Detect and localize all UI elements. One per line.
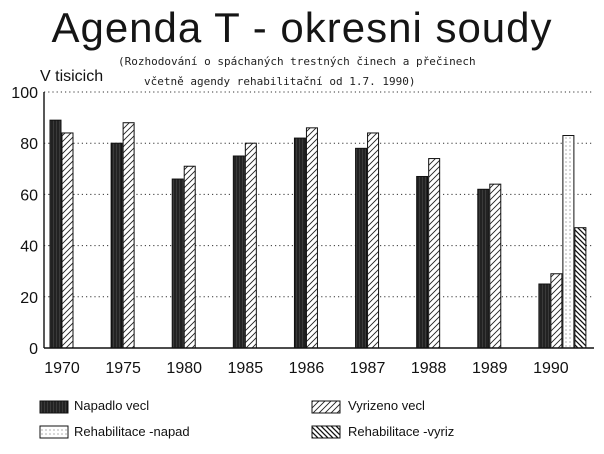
bar-1985-series-2 [245,143,256,348]
bar-1988-series-2 [429,159,440,348]
chart-subtitle-line2: včetně agendy rehabilitační od 1.7. 1990) [144,75,416,88]
y-axis-label: V tisicich [40,68,104,85]
y-tick-label-80: 80 [20,136,38,154]
x-tick-label-1975: 1975 [105,360,141,377]
x-tick-label-1990: 1990 [533,360,569,377]
bar-1975-series-2 [123,123,134,348]
bar-1970-series-2 [62,133,73,348]
bar-1990-series-3 [563,136,574,348]
legend-swatch-4 [312,426,340,438]
legend-swatch-2 [312,401,340,413]
x-tick-label-1970: 1970 [44,360,80,377]
bar-1970-series-1 [50,120,61,348]
bar-1985-series-1 [233,156,244,348]
x-tick-label-1985: 1985 [227,360,264,377]
bar-1975-series-1 [111,143,122,348]
bar-1980-series-1 [172,179,183,348]
legend-swatch-1 [40,401,68,413]
x-tick-label-1986: 1986 [288,360,325,377]
bar-1987-series-2 [368,133,379,348]
x-tick-label-1987: 1987 [349,360,386,377]
bar-1986-series-2 [306,128,317,348]
x-tick-label-1980: 1980 [166,360,203,377]
legend-label-1: Napadlo vecl [74,398,150,413]
y-tick-label-40: 40 [20,238,38,256]
y-tick-label-60: 60 [20,187,38,205]
y-tick-label-20: 20 [20,289,38,307]
y-tick-label-100: 100 [11,85,38,102]
bar-1989-series-1 [478,189,489,348]
bar-1990-series-1 [539,284,550,348]
bar-1980-series-2 [184,166,195,348]
x-tick-label-1989: 1989 [471,360,508,377]
bar-1989-series-2 [490,184,501,348]
legend-swatch-3 [40,426,68,438]
legend-label-4: Rehabilitace -vyriz [348,424,455,439]
legend-label-3: Rehabilitace -napad [74,424,190,439]
y-tick-label-0: 0 [29,341,38,358]
bar-1988-series-1 [417,176,428,348]
bar-1987-series-1 [356,148,367,348]
chart-title: Agenda T - okresni soudy [51,4,553,51]
bar-1986-series-1 [294,138,305,348]
x-tick-label-1988: 1988 [410,360,447,377]
bar-1990-series-2 [551,274,562,348]
chart-subtitle-line1: (Rozhodování o spáchaných trestných činech a přečinech [118,55,476,68]
bar-1990-series-4 [575,228,586,348]
legend-label-2: Vyrizeno vecl [348,398,425,413]
